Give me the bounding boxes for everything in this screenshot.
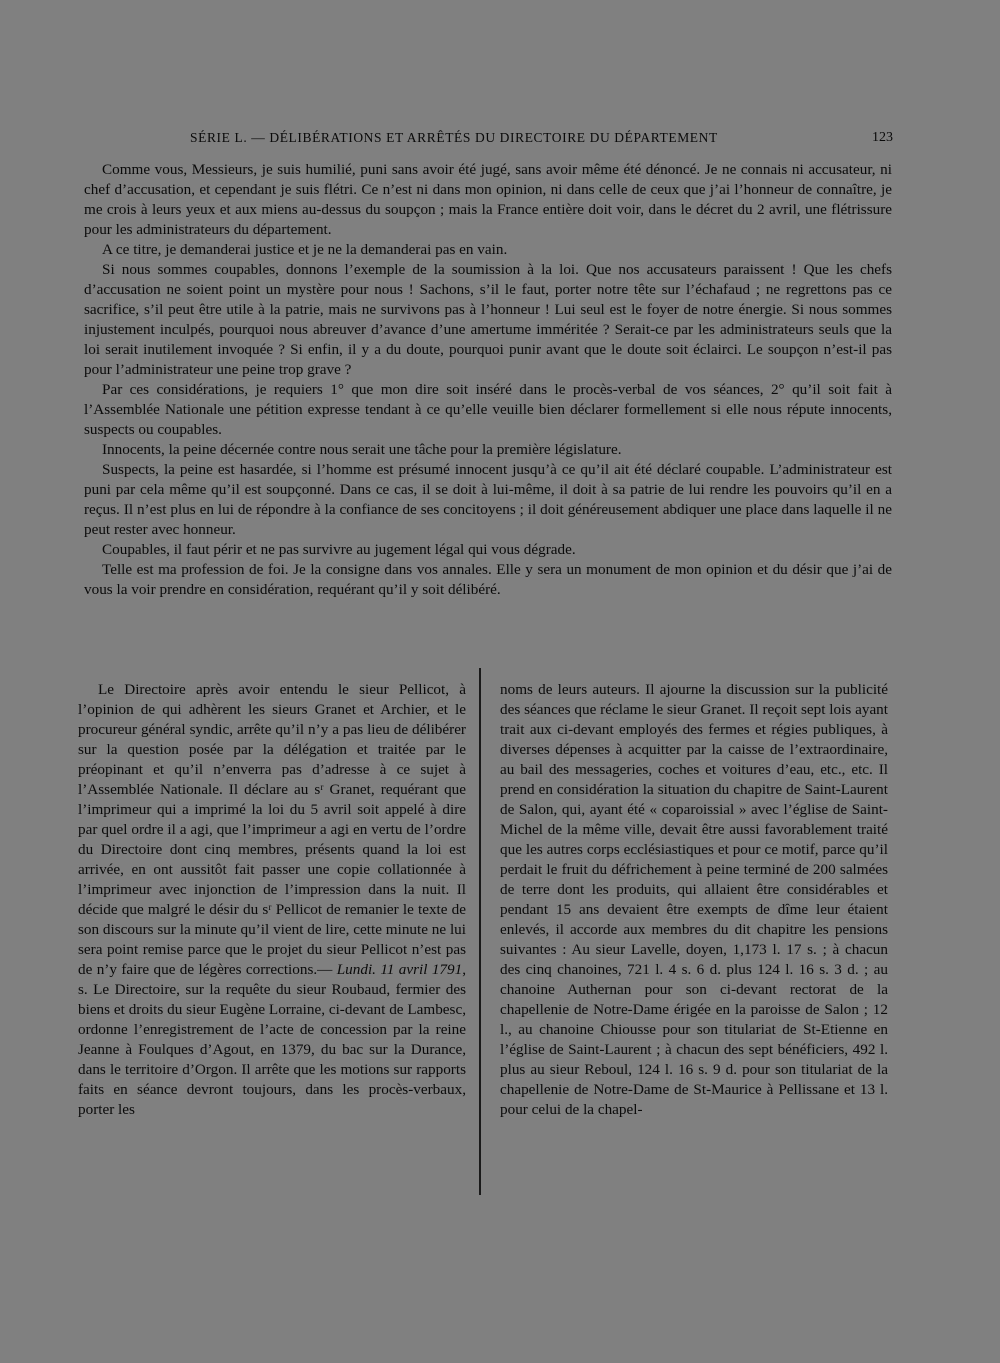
left-column-text-before-date: Le Directoire après avoir entendu le sieur Pellicot, à l’opinion de qui adhèrent les sieurs Granet et Archier, et le procureur général syndic, arrête qu’il n’y a pas lieu de délibérer sur la question posée par la délégation et traitée par le préopinant et qu’il n’enverra pas d’adresse à ce sujet à l’Assemblée Nationale. Il déclare au sʳ Granet, requérant que l’imprimeur qui a imprimé la loi du 5 avril soit appelé à dire par quel ordre il a agi, que l’imprimeur a agi en vertu de l’ordre du Directoire dont cinq membres, présents quand la loi est arrivée, en ont aussitôt fait passer une copie collationnée à l’imprimeur avec injonction de l’impression dans la nuit. Il décide que malgré le désir du sʳ Pellicot de remanier le texte de son discours sur la minute qu’il vient de lire, cette minute ne lui sera point remise parce que le projet du sieur Pellicot n’est pas de n’y faire que de légères corrections.— [78, 681, 466, 978]
petition-text [84, 160, 892, 600]
column-divider [479, 668, 481, 1195]
paragraph: Innocents, la peine décernée contre nous serait une tâche pour la première législature. [102, 441, 622, 458]
page-number: 123 [872, 130, 893, 145]
paragraph: A ce titre, je demanderai justice et je ne la demanderai pas en vain. [102, 241, 508, 258]
session-date: Lundi. 11 avril 1791 [336, 961, 463, 978]
paragraph: Suspects, la peine est hasardée, si l’homme est présumé innocent jusqu’à ce qu’il ait été déclaré coupable. L’administrateur est puni par cela même qu’il est soupçonné. Dans ce cas, il se doit à lui-même, il doit à sa patrie de lui rendre les pouvoirs qu’il en a reçus. Il n’est plus en lui de répondre à la confiance de ses concitoyens ; il doit généreusement abdiquer une place dans laquelle il ne peut rester avec honneur. [84, 461, 892, 538]
paragraph: Si nous sommes coupables, donnons l’exemple de la soumission à la loi. Que nos accusateurs paraissent ! Que les chefs d’accusation ne soient point un mystère pour nous ! Sachons, s’il le faut, porter notre tête sur l’échafaud ; ne regrettons pas ce sacrifice, s’il peut être utile à la patrie, mais ne survivons pas à l’honneur ! Lui seul est le foyer de notre énergie. Si nous sommes injustement inculpés, pourquoi nous abreuver d’avance d’une amertume imméritée ? Serait-ce par les administrateurs seuls que la loi serait inutilement invoquée ? Si enfin, il y a du doute, pourquoi punir avant que le doute soit éclairci. Le soupçon n’est-il pas pour l’administrateur une peine trop grave ? [84, 261, 892, 378]
left-column [78, 680, 466, 1120]
paragraph: Par ces considérations, je requiers 1° que mon dire soit inséré dans le procès-verbal de vos séances, 2° qu’il soit fait à l’Assemblée Nationale une pétition expresse tendant à ce qu’elle veuille bien déclarer formellement si elle nous répute innocents, suspects ou coupables. [84, 381, 892, 438]
right-column [500, 680, 888, 1120]
paragraph: Telle est ma profession de foi. Je la consigne dans vos annales. Elle y sera un monument de mon opinion et du désir que j’ai de vous la voir prendre en considération, requérant qu’il y soit délibéré. [84, 561, 892, 598]
right-column-paragraph: noms de leurs auteurs. Il ajourne la discussion sur la publicité des séances que réclame le sieur Granet. Il reçoit sept lois ayant trait aux ci-devant employés des fermes et régies publiques, à diverses dépenses à acquitter par la caisse de l’extraordinaire, au bail des messageries, coches et voitures d’eau, etc., etc. Il prend en considération la situation du chapitre de Saint-Laurent de Salon, qui, ayant été « coparoissial » avec l’église de Saint-Michel de la même ville, devait être aussi favorablement traité que les autres corps ecclésiastiques et pour ce motif, parce qu’il perdait le fruit du défrichement à peine terminé de 200 salmées de terre dont les produits, qui allaient être considérables et pendant 15 ans devaient être exempts de dîme leur étaient enlevés, il accorde aux membres du dit chapitre les pensions suivantes : Au sieur Lavelle, doyen, 1,173 l. 17 s. ; à chacun des cinq chanoines, 721 l. 4 s. 6 d. plus 124 l. 16 s. 3 d. ; au chanoine Authernan pour son ci-devant rectorat de la chapellenie de Notre-Dame érigée en la paroisse de Salon ; 12 l., au chanoine Chiousse pour son titulariat de St-Etienne en l’église de Saint-Laurent ; à chacun des sept bénéficiers, 492 l. plus au sieur Reboul, 124 l. 16 s. 9 d. pour son titulariat de la chapellenie de Notre-Dame de St-Maurice à Pellissane et 13 l. pour celui de la chapel- [500, 681, 888, 1118]
running-head: SÉRIE L. — DÉLIBÉRATIONS ET ARRÊTÉS DU DIRECTOIRE DU DÉPARTEMENT [190, 130, 718, 145]
left-column-paragraph [78, 680, 466, 1120]
paragraph: Coupables, il faut périr et ne pas survivre au jugement légal qui vous dégrade. [102, 541, 576, 558]
left-column-text-after-date: , s. Le Directoire, sur la requête du sieur Roubaud, fermier des biens et droits du sieur Eugène Lorraine, ci-devant de Lambesc, ordonne l’enregistrement de l’acte de concession par la reine Jeanne à Foulques d’Agout, en 1379, du bac sur la Durance, dans le territoire d’Orgon. Il arrête que les motions sur rapports faits en séance devront toujours, dans les procès-verbaux, porter les [78, 961, 466, 1118]
paragraph: Comme vous, Messieurs, je suis humilié, puni sans avoir été jugé, sans avoir même été dénoncé. Je ne connais ni accusateur, ni chef d’accusation, et cependant je suis flétri. Ce n’est ni dans mon opinion, ni dans celle de ceux que j’ai l’honneur de connaître, je me crois à leurs yeux et aux miens au-dessus du soupçon ; mais la France entière doit voir, dans le décret du 2 avril, une flétrissure pour les administrateurs du département. [84, 161, 892, 238]
